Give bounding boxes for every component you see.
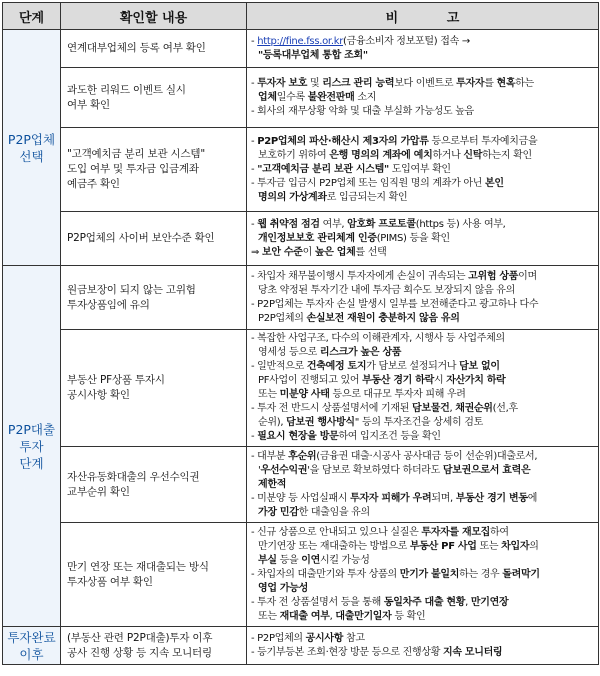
check-line: 부동산 PF상품 투자시: [67, 374, 165, 386]
emphasis-text: 불완전판매: [307, 91, 355, 103]
note-text: 로 입금되는지 확인: [326, 191, 408, 203]
fine-portal-link[interactable]: http://fine.fss.or.kr: [257, 35, 344, 47]
note-cell: [247, 68, 599, 128]
table-row: [3, 30, 599, 68]
note-text: (PIMS) 등을 확인: [376, 232, 450, 244]
note-cell: [247, 128, 599, 212]
note-text: - 일반적으로: [251, 361, 307, 372]
header-check: 확인할 내용: [61, 3, 247, 30]
emphasis-text: 은행 명의의 계좌에 예치: [329, 149, 433, 161]
note-text: (https 등) 사용 여부,: [415, 218, 506, 230]
note-text: ,: [465, 596, 471, 608]
check-cell: [61, 30, 247, 68]
check-line: 원금보장이 되지 않는 고위험: [67, 283, 196, 296]
stage-label: 단계: [19, 455, 44, 471]
note-text: 시킬 가능성: [319, 554, 370, 566]
check-cell: [61, 523, 247, 627]
check-line: 연계대부업체의 등록 여부 확인: [67, 42, 206, 54]
note-text: - 미분양 등 사업실패시: [251, 492, 351, 504]
note-line: [251, 105, 594, 119]
emphasis-text: 지속 모니터링: [442, 646, 503, 658]
emphasis-text: 부동산 경기 변동: [455, 492, 528, 504]
check-cell: [61, 212, 247, 266]
table-row: [3, 330, 599, 447]
note-text: 당초 약정된 투자기간 내에 투자금 회수도 보장되지 않음 유의: [258, 284, 516, 296]
check-cell: [61, 330, 247, 447]
note-text: 및: [307, 77, 323, 89]
note-text: 등 확인: [391, 610, 426, 622]
check-cell: [61, 266, 247, 330]
note-text: 또는: [258, 389, 280, 400]
stage-label: P2P업체: [7, 131, 56, 147]
emphasis-text: 손실보전 재원이 충분하지 않음 유의: [306, 312, 460, 324]
emphasis-text: 자산가치 하락: [446, 375, 506, 386]
check-line: 만기 연장 또는 재대출되는 방식: [67, 560, 209, 573]
note-line: [251, 49, 594, 63]
stage-label: 이후: [19, 646, 44, 662]
note-text: - P2P업체의: [251, 632, 306, 644]
note-text: 하는지 확인: [482, 149, 532, 161]
note-text: 순위),: [258, 417, 287, 428]
emphasis-text: 우선수익권: [260, 464, 308, 476]
note-line: [251, 77, 594, 91]
table-row: [3, 212, 599, 266]
note-text: - 등기부등본 조회·현장 방문 등으로 진행상황: [251, 646, 443, 658]
note-line: [251, 464, 594, 478]
note-line: [251, 284, 594, 298]
table-row: [3, 523, 599, 627]
note-text: P2P업체의: [258, 312, 307, 324]
emphasis-text: 부동산 경기 하락: [362, 375, 434, 386]
note-text: (금융소비자 정보포털) 접속 →: [343, 35, 470, 47]
note-cell: [247, 330, 599, 447]
note-text: - 투자 전 반드시 상품설명서에 기재된: [251, 403, 412, 414]
note-text: 한 대출임을 유의: [298, 506, 370, 518]
note-text: 보다 이벤트로: [394, 77, 457, 89]
note-text: ,: [329, 610, 336, 622]
note-text: 하거나: [432, 149, 464, 161]
emphasis-text: 재대출 여부: [279, 610, 330, 622]
stage-cell: [3, 30, 61, 266]
emphasis-text: 리스크 관리 능력: [322, 77, 395, 89]
note-line: [251, 416, 594, 430]
emphasis-text: 현혹: [496, 77, 516, 89]
note-text: 에: [527, 492, 538, 504]
note-line: [251, 582, 594, 596]
note-line: [251, 388, 594, 402]
emphasis-text: 업체: [258, 91, 277, 103]
note-text: ': [258, 464, 261, 476]
note-cell: [247, 523, 599, 627]
note-line: [251, 596, 594, 610]
emphasis-text: P2P업체의 파산·해산시 제3자의 가압류: [257, 135, 429, 147]
note-text: 등을: [276, 554, 302, 566]
emphasis-text: "등록대부업체 통합 조회": [258, 49, 368, 61]
table-row: [3, 266, 599, 330]
table-row: [3, 68, 599, 128]
emphasis-text: 투자자 보호: [257, 77, 308, 89]
check-line: (부동산 관련 P2P대출)투자 이후: [67, 631, 213, 644]
note-line: [251, 540, 594, 554]
note-text: 시: [433, 375, 447, 386]
note-line: [251, 149, 594, 163]
note-line: [251, 177, 594, 191]
note-text: - P2P업체는 투자자 손실 발생시 일부를 보전해준다고 광고하나 다수: [251, 298, 539, 310]
note-text: - 투자금 입금시 P2P업체 또는 임직원 명의 계좌가 아닌: [251, 177, 485, 189]
emphasis-text: 암호화 프로토콜: [347, 218, 416, 230]
note-text: 만기연장 또는 재대출하는 방법으로: [258, 540, 410, 552]
note-text: 도입여부 확인: [388, 163, 451, 175]
emphasis-text: 만기가 불일치: [399, 568, 460, 580]
stage-label: 투자완료: [7, 629, 56, 645]
emphasis-text: 돌려막기: [502, 568, 540, 580]
check-line: 과도한 리워드 이벤트 실시: [67, 83, 186, 96]
note-line: [251, 191, 594, 205]
emphasis-text: 투자자: [456, 77, 485, 89]
note-text: 일수록: [276, 91, 308, 103]
note-text: - 신규 상품으로 안내되고 있으나 실질은: [251, 526, 422, 538]
check-line: P2P업체의 사이버 보안수준 확인: [67, 232, 215, 244]
note-text: 등으로 대규모 투자자 피해 우려: [329, 389, 466, 400]
emphasis-text: 담보 없이: [459, 361, 500, 372]
emphasis-text: 공시사항: [305, 632, 344, 644]
note-line: [251, 450, 594, 464]
note-text: 참고: [343, 632, 365, 644]
note-line: [251, 568, 594, 582]
check-cell: [61, 68, 247, 128]
note-line: [251, 232, 594, 246]
note-cell: [247, 30, 599, 68]
stage-cell: [3, 627, 61, 665]
note-text: 의: [529, 540, 539, 552]
check-line: 공사 진행 상황 등 지속 모니터링: [67, 646, 212, 659]
note-text: 이: [302, 246, 315, 258]
note-line: [251, 360, 594, 374]
note-text: -: [251, 135, 258, 147]
note-line: [251, 346, 594, 360]
note-text: 소지: [354, 91, 377, 103]
note-text: 또는: [476, 540, 502, 552]
note-text: ⇒: [251, 246, 262, 258]
check-line: 투자상품 여부 확인: [67, 575, 153, 588]
emphasis-text: 투자자를 재모집: [421, 526, 491, 538]
emphasis-text: 투자자 피해가 우려: [350, 492, 432, 504]
note-line: [251, 610, 594, 624]
check-line: "고객예치금 분리 보관 시스템": [67, 148, 205, 160]
note-line: [251, 163, 594, 177]
note-text: 를: [484, 77, 497, 89]
check-line: 도입 여부 및 투자금 입금계좌: [67, 163, 199, 175]
note-line: [251, 298, 594, 312]
note-cell: [247, 266, 599, 330]
header-row: [3, 3, 599, 30]
note-line: [251, 312, 594, 326]
note-line: [251, 218, 594, 232]
check-line: 자산유동화대출의 우선수익권: [67, 470, 200, 483]
note-text: 여부,: [319, 218, 348, 230]
stage-label: P2P대출: [7, 421, 56, 437]
check-cell: [61, 447, 247, 523]
note-text: -: [251, 218, 258, 230]
emphasis-text: 채권순위: [455, 403, 493, 414]
note-text: -: [251, 431, 258, 442]
emphasis-text: 부동산 PF 사업: [409, 540, 477, 552]
note-cell: [247, 212, 599, 266]
emphasis-text: 가장 민감: [258, 506, 299, 518]
note-line: [251, 430, 594, 444]
emphasis-text: 고위험 상품: [468, 270, 519, 282]
note-text: 또는: [258, 610, 280, 622]
emphasis-text: 건축예정 토지: [306, 361, 367, 372]
emphasis-text: 담보권 행사방식: [286, 417, 355, 428]
note-text: - 투자 전 상품설명서 등을 통해: [251, 596, 384, 608]
emphasis-text: 명의의 가상계좌: [258, 191, 327, 203]
note-line: [251, 526, 594, 540]
note-line: [251, 91, 594, 105]
note-text: 하는: [515, 77, 534, 89]
emphasis-text: 담보권으로서 효력은: [442, 464, 531, 476]
table-row: [3, 627, 599, 665]
note-line: [251, 506, 594, 520]
emphasis-text: 미분양 사태: [279, 389, 330, 400]
emphasis-text: 개인정보보호 관리체계 인증: [258, 232, 377, 244]
note-line: [251, 478, 594, 492]
note-text: 하여 입지조건 등을 확인: [338, 431, 441, 442]
note-text: 하는 경우: [459, 568, 503, 580]
note-line: [251, 332, 594, 346]
p2p-checklist-table: [2, 2, 599, 665]
note-line: [251, 374, 594, 388]
check-line: 여부 확인: [67, 98, 110, 111]
check-cell: [61, 627, 247, 665]
note-text: - 회사의 재무상황 악화 및 대출 부실화 가능성도 높음: [251, 105, 474, 117]
note-text: PF사업이 진행되고 있어: [258, 375, 363, 386]
check-cell: [61, 128, 247, 212]
note-text: 이며: [518, 270, 537, 282]
note-line: [251, 402, 594, 416]
stage-cell: [3, 266, 61, 627]
note-line: [251, 492, 594, 506]
note-line: [251, 35, 594, 49]
note-text: - 차입자의 대출만기와 투자 상품의: [251, 568, 400, 580]
header-note: 비 고: [247, 3, 599, 30]
note-text: -: [251, 163, 258, 175]
check-line: 예금주 확인: [67, 178, 120, 190]
emphasis-text: 본인: [484, 177, 504, 189]
stage-label: 선택: [19, 148, 44, 164]
note-text: (선,후: [492, 403, 518, 414]
note-text: '을 담보로 확보하였다 하더라도: [307, 464, 443, 476]
note-line: [251, 270, 594, 284]
note-text: -: [251, 77, 258, 89]
note-line: [251, 135, 594, 149]
note-line: [251, 246, 594, 260]
emphasis-text: "고객예치금 분리 보관 시스템": [257, 163, 389, 175]
note-text: - 대부분: [251, 450, 289, 462]
emphasis-text: 동일차주 대출 현황: [383, 596, 466, 608]
emphasis-text: 신탁: [463, 149, 483, 161]
emphasis-text: 차입자: [501, 540, 530, 552]
emphasis-text: 웹 취약점 점검: [257, 218, 320, 230]
note-cell: [247, 447, 599, 523]
note-text: 되며,: [431, 492, 456, 504]
emphasis-text: 영업 가능성: [258, 582, 308, 594]
note-line: [251, 554, 594, 568]
note-text: 를 선택: [355, 246, 387, 258]
table-row: [3, 128, 599, 212]
note-text: -: [251, 35, 258, 47]
note-text: 하여: [490, 526, 509, 538]
emphasis-text: 제한적: [258, 478, 287, 490]
emphasis-text: 이연: [301, 554, 320, 566]
note-line: [251, 632, 594, 646]
header-stage: 단계: [3, 3, 61, 30]
emphasis-text: 부실: [258, 554, 277, 566]
stage-label: 투자: [19, 438, 44, 454]
note-text: 영세성 등으로: [258, 347, 320, 358]
emphasis-text: 담보물건: [411, 403, 450, 414]
emphasis-text: 리스크가 높은 상품: [319, 347, 402, 358]
note-text: - 복잡한 사업구조, 다수의 이해관계자, 시행사 등 사업주체의: [251, 333, 505, 344]
emphasis-text: 높은 업체: [314, 246, 356, 258]
emphasis-text: 만기연장: [470, 596, 509, 608]
check-line: 투자상품임에 유의: [67, 298, 150, 311]
note-line: [251, 646, 594, 660]
note-text: - 차입자 채무불이행시 투자자에게 손실이 귀속되는: [251, 270, 469, 282]
emphasis-text: 필요시 현장을 방문: [257, 431, 339, 442]
note-text: ,: [449, 403, 456, 414]
note-text: " 등의 투자조건을 상세히 검토: [354, 417, 483, 428]
emphasis-text: 보안 수준: [261, 246, 303, 258]
emphasis-text: 후순위: [288, 450, 317, 462]
note-cell: [247, 627, 599, 665]
check-line: 교부순위 확인: [67, 485, 130, 498]
note-text: 등으로부터 투자예치금을: [428, 135, 538, 147]
table-row: [3, 447, 599, 523]
emphasis-text: 대출만기일자: [335, 610, 392, 622]
check-line: 공시사항 확인: [67, 389, 130, 401]
note-text: 보호하기 위하여: [258, 149, 330, 161]
note-text: 가 담보로 설정되거나: [366, 361, 460, 372]
note-text: (금융권 대출·시공사 공사대금 등이 선순위)대출로서,: [316, 450, 538, 462]
